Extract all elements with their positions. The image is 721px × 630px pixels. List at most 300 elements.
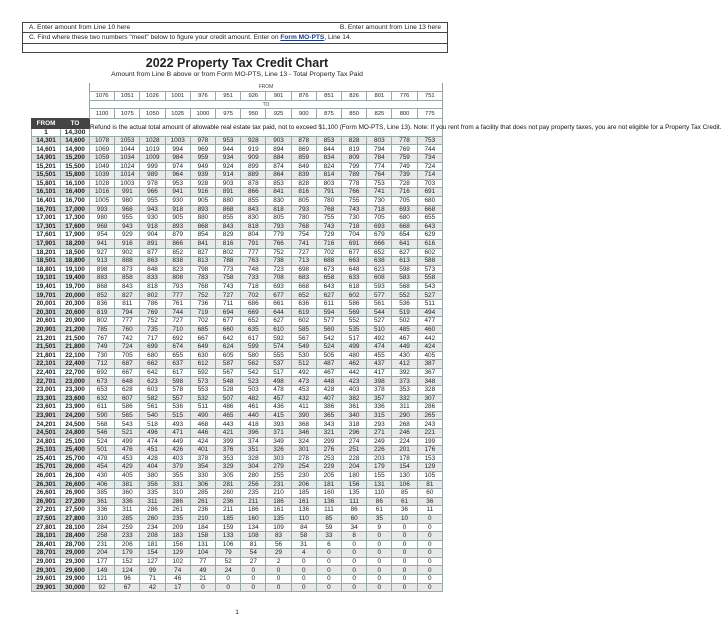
credit-cell: 623 bbox=[367, 265, 392, 274]
credit-cell: 224 bbox=[392, 437, 417, 446]
credit-cell: 791 bbox=[241, 239, 266, 248]
table-row bbox=[32, 454, 443, 463]
row-to: 19,100 bbox=[61, 265, 90, 274]
credit-cell: 728 bbox=[392, 179, 417, 188]
table-row bbox=[32, 540, 443, 549]
header-from-value: 1026 bbox=[140, 91, 165, 100]
row-to: 17,300 bbox=[61, 214, 90, 223]
credit-cell: 280 bbox=[241, 471, 266, 480]
credit-cell: 774 bbox=[367, 162, 392, 171]
credit-cell: 717 bbox=[140, 334, 165, 343]
header-to-value: 1075 bbox=[115, 109, 140, 118]
table-row bbox=[32, 145, 443, 154]
header-from-value: 1076 bbox=[90, 91, 115, 100]
credit-cell: 743 bbox=[316, 222, 341, 231]
credit-cell: 799 bbox=[342, 162, 367, 171]
credit-cell: 478 bbox=[90, 454, 115, 463]
row-to: 23,900 bbox=[61, 403, 90, 412]
credit-cell: 258 bbox=[90, 532, 115, 541]
credit-cell: 201 bbox=[392, 446, 417, 455]
credit-cell: 603 bbox=[140, 386, 165, 395]
header-from-value: 926 bbox=[241, 91, 266, 100]
credit-cell: 1044 bbox=[115, 145, 140, 154]
credit-cell: 803 bbox=[316, 179, 341, 188]
credit-cell: 135 bbox=[342, 489, 367, 498]
credit-cell: 54 bbox=[241, 549, 266, 558]
credit-cell: 448 bbox=[316, 377, 341, 386]
header-from-label: FROM bbox=[90, 83, 443, 91]
row-from: 20,001 bbox=[32, 300, 61, 309]
row-to: 26,300 bbox=[61, 471, 90, 480]
credit-cell: 694 bbox=[216, 308, 241, 317]
credit-cell: 136 bbox=[316, 497, 341, 506]
credit-cell: 265 bbox=[417, 411, 442, 420]
credit-cell: 713 bbox=[291, 257, 316, 266]
credit-cell: 236 bbox=[216, 497, 241, 506]
table-row bbox=[32, 386, 443, 395]
row-from: 15,801 bbox=[32, 179, 61, 188]
credit-cell: 77 bbox=[190, 557, 215, 566]
credit-cell: 880 bbox=[190, 214, 215, 223]
credit-cell: 0 bbox=[417, 583, 442, 592]
row-from: 15,501 bbox=[32, 171, 61, 180]
row-from: 28,101 bbox=[32, 532, 61, 541]
credit-cell: 353 bbox=[216, 454, 241, 463]
row-from: 16,701 bbox=[32, 205, 61, 214]
credit-cell: 380 bbox=[140, 471, 165, 480]
credit-cell: 741 bbox=[367, 188, 392, 197]
credit-cell: 648 bbox=[115, 377, 140, 386]
table-row bbox=[32, 437, 443, 446]
credit-cell: 880 bbox=[216, 196, 241, 205]
table-row bbox=[32, 222, 443, 231]
credit-cell: 662 bbox=[140, 360, 165, 369]
credit-cell: 914 bbox=[216, 171, 241, 180]
credit-cell: 527 bbox=[417, 291, 442, 300]
credit-cell: 909 bbox=[241, 153, 266, 162]
credit-cell: 755 bbox=[316, 214, 341, 223]
credit-cell: 904 bbox=[140, 231, 165, 240]
table-row bbox=[32, 308, 443, 317]
credit-cell: 879 bbox=[165, 231, 190, 240]
row-from: 23,901 bbox=[32, 411, 61, 420]
credit-cell: 968 bbox=[90, 222, 115, 231]
credit-cell: 878 bbox=[241, 179, 266, 188]
credit-cell: 0 bbox=[241, 566, 266, 575]
header-to-label: TO bbox=[90, 100, 443, 109]
credit-cell: 253 bbox=[316, 454, 341, 463]
credit-cell: 727 bbox=[165, 317, 190, 326]
credit-cell: 0 bbox=[417, 549, 442, 558]
credit-cell: 730 bbox=[342, 214, 367, 223]
credit-cell: 1049 bbox=[90, 162, 115, 171]
header-from-value: 751 bbox=[417, 91, 442, 100]
credit-cell: 858 bbox=[115, 274, 140, 283]
table-row bbox=[32, 179, 443, 188]
credit-cell: 542 bbox=[316, 334, 341, 343]
credit-cell: 578 bbox=[165, 386, 190, 395]
table-row bbox=[32, 420, 443, 429]
credit-cell: 185 bbox=[216, 514, 241, 523]
credit-cell: 131 bbox=[190, 540, 215, 549]
credit-cell: 518 bbox=[140, 420, 165, 429]
row-to: 16,100 bbox=[61, 179, 90, 188]
credit-cell: 276 bbox=[316, 446, 341, 455]
credit-cell: 184 bbox=[190, 523, 215, 532]
credit-cell: 688 bbox=[316, 257, 341, 266]
credit-cell: 392 bbox=[392, 368, 417, 377]
credit-cell: 905 bbox=[190, 196, 215, 205]
credit-cell: 877 bbox=[140, 248, 165, 257]
credit-cell: 1034 bbox=[115, 153, 140, 162]
credit-cell: 349 bbox=[266, 437, 291, 446]
credit-cell: 135 bbox=[266, 514, 291, 523]
credit-cell: 210 bbox=[190, 514, 215, 523]
credit-cell: 502 bbox=[392, 317, 417, 326]
credit-cell: 884 bbox=[266, 153, 291, 162]
credit-cell: 524 bbox=[316, 343, 341, 352]
credit-cell: 553 bbox=[190, 386, 215, 395]
credit-cell: 768 bbox=[291, 222, 316, 231]
credit-cell: 311 bbox=[392, 403, 417, 412]
row-from: 22,101 bbox=[32, 360, 61, 369]
table-row bbox=[32, 291, 443, 300]
credit-cell: 81 bbox=[241, 540, 266, 549]
credit-cell: 405 bbox=[115, 471, 140, 480]
credit-cell: 612 bbox=[190, 360, 215, 369]
credit-cell: 52 bbox=[216, 557, 241, 566]
credit-cell: 0 bbox=[266, 566, 291, 575]
credit-cell: 0 bbox=[392, 549, 417, 558]
credit-cell: 793 bbox=[291, 205, 316, 214]
credit-cell: 974 bbox=[165, 162, 190, 171]
credit-cell: 543 bbox=[417, 282, 442, 291]
credit-cell: 536 bbox=[392, 300, 417, 309]
credit-cell: 913 bbox=[90, 257, 115, 266]
credit-cell: 260 bbox=[216, 489, 241, 498]
credit-cell: 310 bbox=[90, 514, 115, 523]
row-to: 16,400 bbox=[61, 188, 90, 197]
credit-cell: 131 bbox=[367, 480, 392, 489]
credit-cell: 794 bbox=[367, 145, 392, 154]
table-row bbox=[32, 566, 443, 575]
credit-cell: 490 bbox=[190, 411, 215, 420]
credit-cell: 773 bbox=[216, 265, 241, 274]
credit-cell: 279 bbox=[266, 463, 291, 472]
credit-cell: 577 bbox=[316, 317, 341, 326]
credit-cell: 955 bbox=[115, 214, 140, 223]
credit-cell: 110 bbox=[367, 489, 392, 498]
credit-cell: 660 bbox=[216, 325, 241, 334]
table-row bbox=[32, 377, 443, 386]
credit-cell: 753 bbox=[417, 136, 442, 145]
column-head-from: FROM bbox=[32, 118, 61, 128]
credit-cell: 498 bbox=[266, 377, 291, 386]
credit-cell: 953 bbox=[216, 136, 241, 145]
header-to-value: 950 bbox=[241, 109, 266, 118]
credit-cell: 1003 bbox=[115, 179, 140, 188]
row-to: 24,500 bbox=[61, 420, 90, 429]
credit-cell: 405 bbox=[417, 351, 442, 360]
credit-cell: 999 bbox=[140, 162, 165, 171]
credit-cell: 748 bbox=[241, 265, 266, 274]
table-row bbox=[32, 196, 443, 205]
credit-cell: 543 bbox=[115, 420, 140, 429]
credit-cell: 693 bbox=[266, 282, 291, 291]
credit-cell: 833 bbox=[140, 274, 165, 283]
credit-cell: 555 bbox=[266, 351, 291, 360]
credit-cell: 0 bbox=[291, 566, 316, 575]
credit-cell: 852 bbox=[90, 291, 115, 300]
form-mo-pts-link[interactable]: Form MO-PTS bbox=[280, 34, 325, 42]
credit-cell: 0 bbox=[367, 566, 392, 575]
credit-cell: 616 bbox=[417, 239, 442, 248]
credit-cell: 844 bbox=[316, 145, 341, 154]
credit-cell: 130 bbox=[392, 471, 417, 480]
credit-cell: 412 bbox=[392, 360, 417, 369]
row-to: 23,600 bbox=[61, 394, 90, 403]
credit-cell: 493 bbox=[165, 420, 190, 429]
header-from-value: 1001 bbox=[165, 91, 190, 100]
credit-cell: 966 bbox=[140, 188, 165, 197]
credit-cell: 0 bbox=[316, 583, 341, 592]
credit-cell: 21 bbox=[190, 575, 215, 584]
credit-cell: 561 bbox=[367, 300, 392, 309]
credit-cell: 505 bbox=[316, 351, 341, 360]
credit-cell: 36 bbox=[392, 506, 417, 515]
credit-cell: 387 bbox=[417, 360, 442, 369]
row-from: 17,601 bbox=[32, 231, 61, 240]
row-from: 20,601 bbox=[32, 317, 61, 326]
credit-cell: 0 bbox=[342, 575, 367, 584]
credit-cell: 674 bbox=[165, 343, 190, 352]
credit-cell: 336 bbox=[367, 403, 392, 412]
credit-cell: 0 bbox=[316, 575, 341, 584]
credit-cell: 24 bbox=[216, 566, 241, 575]
credit-cell: 786 bbox=[140, 300, 165, 309]
credit-cell: 60 bbox=[417, 489, 442, 498]
credit-cell: 102 bbox=[165, 557, 190, 566]
credit-cell: 730 bbox=[367, 196, 392, 205]
credit-cell: 869 bbox=[291, 145, 316, 154]
credit-cell: 1078 bbox=[90, 136, 115, 145]
credit-cell: 949 bbox=[190, 162, 215, 171]
credit-cell: 629 bbox=[417, 231, 442, 240]
credit-cell: 930 bbox=[140, 214, 165, 223]
credit-cell: 0 bbox=[417, 575, 442, 584]
credit-cell: 462 bbox=[342, 360, 367, 369]
credit-cell: 1014 bbox=[115, 171, 140, 180]
row-from: 18,501 bbox=[32, 257, 61, 266]
row-from: 17,901 bbox=[32, 239, 61, 248]
row-from: 25,101 bbox=[32, 446, 61, 455]
credit-cell: 540 bbox=[140, 411, 165, 420]
credit-cell: 784 bbox=[367, 153, 392, 162]
credit-cell: 653 bbox=[90, 386, 115, 395]
table-row bbox=[32, 514, 443, 523]
credit-cell: 281 bbox=[216, 480, 241, 489]
credit-cell: 667 bbox=[115, 368, 140, 377]
credit-cell: 1019 bbox=[140, 145, 165, 154]
header-from-value: 876 bbox=[291, 91, 316, 100]
credit-cell: 356 bbox=[140, 480, 165, 489]
credit-cell: 403 bbox=[165, 454, 190, 463]
credit-cell: 978 bbox=[140, 179, 165, 188]
credit-cell: 703 bbox=[417, 179, 442, 188]
credit-cell: 346 bbox=[291, 428, 316, 437]
credit-cell: 905 bbox=[165, 214, 190, 223]
credit-cell: 183 bbox=[165, 532, 190, 541]
header-to-value: 1000 bbox=[190, 109, 215, 118]
credit-cell: 984 bbox=[165, 153, 190, 162]
credit-cell: 893 bbox=[165, 222, 190, 231]
credit-cell: 278 bbox=[291, 454, 316, 463]
credit-cell: 824 bbox=[316, 162, 341, 171]
credit-cell: 577 bbox=[367, 291, 392, 300]
credit-cell: 474 bbox=[140, 437, 165, 446]
credit-cell: 0 bbox=[342, 566, 367, 575]
credit-cell: 766 bbox=[266, 239, 291, 248]
credit-cell: 829 bbox=[216, 231, 241, 240]
credit-cell: 738 bbox=[266, 257, 291, 266]
credit-cell: 989 bbox=[140, 171, 165, 180]
credit-cell: 928 bbox=[241, 136, 266, 145]
row-from: 17,301 bbox=[32, 222, 61, 231]
credit-cell: 1039 bbox=[90, 171, 115, 180]
credit-cell: 255 bbox=[266, 471, 291, 480]
credit-cell: 610 bbox=[266, 325, 291, 334]
credit-cell: 474 bbox=[367, 343, 392, 352]
credit-cell: 129 bbox=[417, 463, 442, 472]
table-row bbox=[32, 480, 443, 489]
header-to-value: 925 bbox=[266, 109, 291, 118]
credit-cell: 562 bbox=[241, 360, 266, 369]
credit-cell: 86 bbox=[367, 497, 392, 506]
table-row bbox=[32, 497, 443, 506]
credit-cell: 599 bbox=[241, 343, 266, 352]
credit-cell: 852 bbox=[165, 248, 190, 257]
credit-cell: 768 bbox=[190, 282, 215, 291]
credit-cell: 428 bbox=[140, 454, 165, 463]
credit-cell: 42 bbox=[140, 583, 165, 592]
credit-cell: 1003 bbox=[165, 136, 190, 145]
credit-cell: 460 bbox=[417, 325, 442, 334]
credit-cell: 127 bbox=[140, 557, 165, 566]
credit-cell: 179 bbox=[367, 463, 392, 472]
credit-cell: 496 bbox=[140, 428, 165, 437]
credit-cell: 426 bbox=[165, 446, 190, 455]
credit-cell: 326 bbox=[266, 446, 291, 455]
row-from: 21,501 bbox=[32, 343, 61, 352]
credit-cell: 711 bbox=[216, 300, 241, 309]
table-row bbox=[32, 506, 443, 515]
credit-cell: 449 bbox=[165, 437, 190, 446]
credit-cell: 710 bbox=[165, 325, 190, 334]
row-from: 24,801 bbox=[32, 437, 61, 446]
credit-cell: 687 bbox=[115, 360, 140, 369]
row-from: 26,301 bbox=[32, 480, 61, 489]
credit-cell: 424 bbox=[190, 437, 215, 446]
header-to-label-row bbox=[32, 100, 443, 109]
credit-cell: 501 bbox=[90, 446, 115, 455]
row-to: 15,200 bbox=[61, 153, 90, 162]
credit-cell: 351 bbox=[241, 446, 266, 455]
credit-cell: 354 bbox=[190, 463, 215, 472]
credit-cell: 888 bbox=[115, 257, 140, 266]
row-to: 26,900 bbox=[61, 489, 90, 498]
credit-cell: 699 bbox=[140, 343, 165, 352]
header-from-value: 776 bbox=[392, 91, 417, 100]
row-to: 23,000 bbox=[61, 377, 90, 386]
row-to: 28,700 bbox=[61, 540, 90, 549]
credit-cell: 160 bbox=[316, 489, 341, 498]
credit-cell: 85 bbox=[392, 489, 417, 498]
credit-cell: 211 bbox=[216, 506, 241, 515]
credit-cell: 724 bbox=[417, 162, 442, 171]
credit-cell: 898 bbox=[90, 265, 115, 274]
credit-cell: 637 bbox=[165, 360, 190, 369]
credit-cell: 374 bbox=[241, 437, 266, 446]
credit-cell: 229 bbox=[316, 463, 341, 472]
credit-cell: 702 bbox=[190, 317, 215, 326]
credit-cell: 160 bbox=[241, 514, 266, 523]
credit-cell: 0 bbox=[417, 540, 442, 549]
credit-cell: 752 bbox=[266, 248, 291, 257]
table-row bbox=[32, 463, 443, 472]
table-row bbox=[32, 205, 443, 214]
credit-cell: 759 bbox=[392, 153, 417, 162]
credit-cell: 503 bbox=[241, 386, 266, 395]
header-to-value: 900 bbox=[291, 109, 316, 118]
credit-cell: 742 bbox=[115, 334, 140, 343]
credit-cell: 406 bbox=[90, 480, 115, 489]
row-to: 28,400 bbox=[61, 532, 90, 541]
credit-cell: 436 bbox=[266, 403, 291, 412]
credit-cell: 11 bbox=[417, 506, 442, 515]
credit-cell: 468 bbox=[190, 420, 215, 429]
column-head-row bbox=[32, 118, 443, 128]
credit-cell: 256 bbox=[241, 480, 266, 489]
credit-cell: 669 bbox=[241, 308, 266, 317]
credit-cell: 777 bbox=[115, 317, 140, 326]
row-to: 18,500 bbox=[61, 248, 90, 257]
row-from: 25,701 bbox=[32, 463, 61, 472]
credit-cell: 429 bbox=[115, 463, 140, 472]
credit-cell: 235 bbox=[165, 514, 190, 523]
row-to: 14,900 bbox=[61, 145, 90, 154]
credit-cell: 517 bbox=[342, 334, 367, 343]
credit-cell: 668 bbox=[392, 222, 417, 231]
credit-cell: 755 bbox=[342, 196, 367, 205]
row-from: 24,501 bbox=[32, 428, 61, 437]
row-to: 24,200 bbox=[61, 411, 90, 420]
header-blank bbox=[32, 109, 90, 118]
credit-cell: 843 bbox=[241, 205, 266, 214]
credit-cell: 827 bbox=[190, 248, 215, 257]
credit-cell: 477 bbox=[417, 317, 442, 326]
credit-cell: 903 bbox=[266, 136, 291, 145]
instructions-box bbox=[22, 22, 448, 53]
credit-cell: 991 bbox=[115, 188, 140, 197]
credit-cell: 208 bbox=[140, 532, 165, 541]
credit-cell: 889 bbox=[241, 171, 266, 180]
credit-cell: 1069 bbox=[90, 145, 115, 154]
credit-cell: 453 bbox=[115, 454, 140, 463]
credit-cell: 585 bbox=[291, 325, 316, 334]
credit-cell: 808 bbox=[165, 274, 190, 283]
credit-cell: 33 bbox=[316, 532, 341, 541]
credit-cell: 259 bbox=[115, 523, 140, 532]
